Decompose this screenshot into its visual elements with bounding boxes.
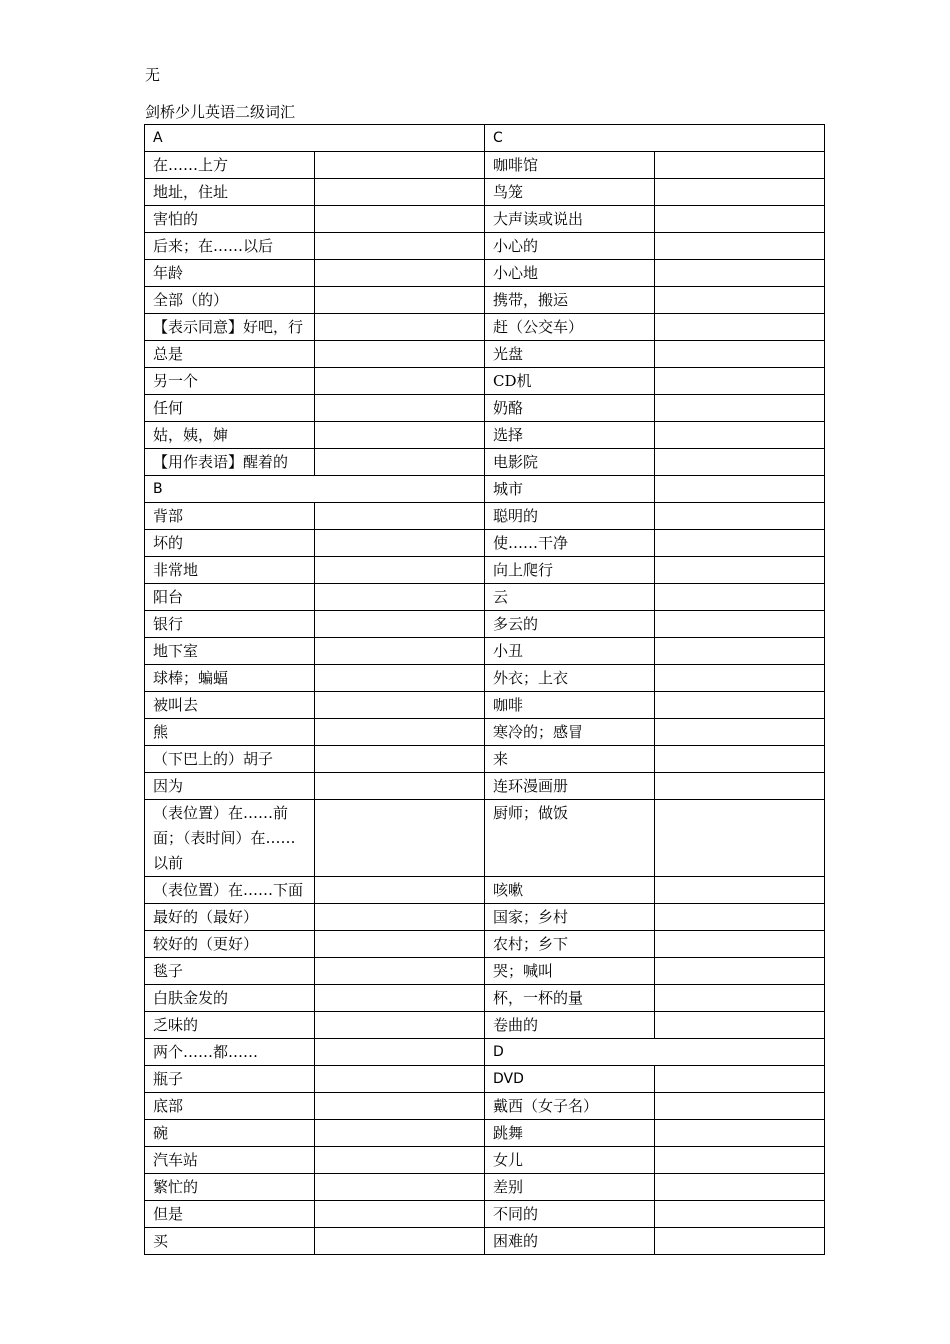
english-blank-right (655, 206, 825, 233)
english-blank-right (655, 1012, 825, 1039)
chinese-word-right: CD机 (485, 368, 655, 395)
chinese-word-right: 跳舞 (485, 1120, 655, 1147)
table-row (145, 746, 825, 773)
english-blank-right (655, 1066, 825, 1093)
chinese-word-right: 聪明的 (485, 503, 655, 530)
chinese-word-left: 乏味的 (145, 1012, 315, 1039)
english-blank-left (315, 773, 485, 800)
english-blank-left (315, 557, 485, 584)
english-blank-right (655, 503, 825, 530)
table-row (145, 1120, 825, 1147)
chinese-word-left: 两个……都…… (145, 1039, 315, 1066)
english-blank-left (315, 746, 485, 773)
chinese-word-right: 鸟笼 (485, 179, 655, 206)
chinese-word-left: （表位置）在……前面；（表时间）在……以前 (145, 800, 315, 877)
english-blank-left (315, 422, 485, 449)
chinese-word-right: 困难的 (485, 1228, 655, 1255)
english-blank-left (315, 985, 485, 1012)
chinese-word-left: 瓶子 (145, 1066, 315, 1093)
english-blank-right (655, 800, 825, 877)
chinese-word-left: 白肤金发的 (145, 985, 315, 1012)
chinese-word-right: 女儿 (485, 1147, 655, 1174)
english-blank-right (655, 557, 825, 584)
table-row (145, 152, 825, 179)
english-blank-right (655, 931, 825, 958)
english-blank-right (655, 877, 825, 904)
chinese-word-left: 害怕的 (145, 206, 315, 233)
english-blank-left (315, 665, 485, 692)
english-blank-right (655, 287, 825, 314)
english-blank-left (315, 1093, 485, 1120)
chinese-word-left: 阳台 (145, 584, 315, 611)
english-blank-right (655, 1147, 825, 1174)
chinese-word-right: 小丑 (485, 638, 655, 665)
english-blank-right (655, 904, 825, 931)
table-row (145, 665, 825, 692)
chinese-word-left: 地下室 (145, 638, 315, 665)
english-blank-right (655, 692, 825, 719)
english-blank-right (655, 1228, 825, 1255)
english-blank-right (655, 395, 825, 422)
english-blank-left (315, 341, 485, 368)
chinese-word-right: 选择 (485, 422, 655, 449)
chinese-word-left: （下巴上的）胡子 (145, 746, 315, 773)
chinese-word-left: 年龄 (145, 260, 315, 287)
table-row (145, 206, 825, 233)
english-blank-right (655, 314, 825, 341)
vocabulary-table-body (145, 125, 825, 1255)
chinese-word-left: 银行 (145, 611, 315, 638)
table-row (145, 1228, 825, 1255)
table-row (145, 314, 825, 341)
table-row (145, 1093, 825, 1120)
chinese-word-left: 买 (145, 1228, 315, 1255)
chinese-word-left: 地址，住址 (145, 179, 315, 206)
english-blank-left (315, 152, 485, 179)
table-row (145, 719, 825, 746)
english-blank-right (655, 584, 825, 611)
english-blank-right (655, 476, 825, 503)
chinese-word-right: 寒冷的；感冒 (485, 719, 655, 746)
english-blank-left (315, 233, 485, 260)
chinese-word-left: （表位置）在……下面 (145, 877, 315, 904)
english-blank-right (655, 985, 825, 1012)
chinese-word-left: 但是 (145, 1201, 315, 1228)
chinese-word-left: 繁忙的 (145, 1174, 315, 1201)
chinese-word-left: 坏的 (145, 530, 315, 557)
chinese-word-left: 总是 (145, 341, 315, 368)
table-row (145, 395, 825, 422)
table-row (145, 904, 825, 931)
english-blank-right (655, 260, 825, 287)
english-blank-left (315, 179, 485, 206)
english-blank-left (315, 1120, 485, 1147)
english-blank-left (315, 692, 485, 719)
chinese-word-left: 另一个 (145, 368, 315, 395)
chinese-word-left: 汽车站 (145, 1147, 315, 1174)
table-row (145, 985, 825, 1012)
chinese-word-right: 向上爬行 (485, 557, 655, 584)
chinese-word-right: 大声读或说出 (485, 206, 655, 233)
table-row (145, 1201, 825, 1228)
english-blank-left (315, 1039, 485, 1066)
table-row (145, 1039, 825, 1066)
vocabulary-table (144, 124, 825, 1255)
english-blank-left (315, 395, 485, 422)
english-blank-left (315, 1012, 485, 1039)
english-blank-right (655, 422, 825, 449)
chinese-word-left: 在……上方 (145, 152, 315, 179)
english-blank-right (655, 746, 825, 773)
english-blank-left (315, 611, 485, 638)
chinese-word-right: 云 (485, 584, 655, 611)
chinese-word-left: 较好的（更好） (145, 931, 315, 958)
table-row (145, 773, 825, 800)
chinese-word-right: 差别 (485, 1174, 655, 1201)
english-blank-left (315, 368, 485, 395)
english-blank-left (315, 904, 485, 931)
section-letter-right: C (485, 125, 825, 152)
english-blank-right (655, 179, 825, 206)
english-blank-left (315, 1066, 485, 1093)
english-blank-left (315, 638, 485, 665)
table-row (145, 1066, 825, 1093)
chinese-word-right: 咖啡馆 (485, 152, 655, 179)
chinese-word-right: 光盘 (485, 341, 655, 368)
chinese-word-right: 卷曲的 (485, 1012, 655, 1039)
chinese-word-right: 小心地 (485, 260, 655, 287)
chinese-word-right: 杯，一杯的量 (485, 985, 655, 1012)
chinese-word-right: DVD (485, 1066, 655, 1093)
chinese-word-right: 厨师；做饭 (485, 800, 655, 877)
english-blank-right (655, 773, 825, 800)
chinese-word-right: 不同的 (485, 1201, 655, 1228)
english-blank-left (315, 1147, 485, 1174)
chinese-word-right: 小心的 (485, 233, 655, 260)
chinese-word-right: 奶酪 (485, 395, 655, 422)
english-blank-right (655, 1093, 825, 1120)
table-row (145, 179, 825, 206)
table-row (145, 341, 825, 368)
table-row (145, 800, 825, 877)
chinese-word-right: 农村；乡下 (485, 931, 655, 958)
english-blank-left (315, 719, 485, 746)
table-row (145, 125, 825, 152)
chinese-word-right: 哭；喊叫 (485, 958, 655, 985)
chinese-word-left: 因为 (145, 773, 315, 800)
english-blank-left (315, 1228, 485, 1255)
english-blank-right (655, 1174, 825, 1201)
chinese-word-right: 来 (485, 746, 655, 773)
english-blank-left (315, 931, 485, 958)
table-row (145, 958, 825, 985)
document-title: 剑桥少儿英语二级词汇 (145, 103, 296, 121)
chinese-word-right: 咖啡 (485, 692, 655, 719)
section-letter-left: B (145, 476, 485, 503)
chinese-word-right: 咳嗽 (485, 877, 655, 904)
chinese-word-right: 城市 (485, 476, 655, 503)
english-blank-left (315, 800, 485, 877)
english-blank-right (655, 152, 825, 179)
english-blank-left (315, 206, 485, 233)
table-row (145, 1174, 825, 1201)
chinese-word-right: 使……干净 (485, 530, 655, 557)
chinese-word-left: 熊 (145, 719, 315, 746)
chinese-word-left: 【表示同意】好吧，行 (145, 314, 315, 341)
english-blank-right (655, 368, 825, 395)
english-blank-left (315, 287, 485, 314)
top-note: 无 (145, 66, 161, 84)
chinese-word-left: 被叫去 (145, 692, 315, 719)
chinese-word-right: 戴西（女子名） (485, 1093, 655, 1120)
english-blank-left (315, 1201, 485, 1228)
table-row (145, 368, 825, 395)
table-row (145, 260, 825, 287)
table-row (145, 530, 825, 557)
table-row (145, 1012, 825, 1039)
chinese-word-left: 最好的（最好） (145, 904, 315, 931)
table-row (145, 557, 825, 584)
english-blank-right (655, 665, 825, 692)
table-row (145, 1147, 825, 1174)
section-letter-right: D (485, 1039, 825, 1066)
chinese-word-left: 底部 (145, 1093, 315, 1120)
chinese-word-left: 毯子 (145, 958, 315, 985)
english-blank-left (315, 314, 485, 341)
english-blank-right (655, 449, 825, 476)
chinese-word-right: 国家；乡村 (485, 904, 655, 931)
table-row (145, 476, 825, 503)
english-blank-right (655, 530, 825, 557)
english-blank-left (315, 449, 485, 476)
english-blank-right (655, 719, 825, 746)
english-blank-left (315, 584, 485, 611)
english-blank-right (655, 638, 825, 665)
chinese-word-left: 背部 (145, 503, 315, 530)
english-blank-right (655, 233, 825, 260)
chinese-word-right: 多云的 (485, 611, 655, 638)
chinese-word-left: 任何 (145, 395, 315, 422)
chinese-word-right: 电影院 (485, 449, 655, 476)
english-blank-left (315, 503, 485, 530)
chinese-word-left: 姑，姨，婶 (145, 422, 315, 449)
chinese-word-left: 全部（的） (145, 287, 315, 314)
chinese-word-left: 非常地 (145, 557, 315, 584)
table-row (145, 233, 825, 260)
table-row (145, 692, 825, 719)
chinese-word-left: 球棒；蝙蝠 (145, 665, 315, 692)
table-row (145, 931, 825, 958)
english-blank-left (315, 530, 485, 557)
chinese-word-right: 赶（公交车） (485, 314, 655, 341)
table-row (145, 422, 825, 449)
table-row (145, 638, 825, 665)
english-blank-right (655, 1201, 825, 1228)
table-row (145, 287, 825, 314)
english-blank-right (655, 1120, 825, 1147)
english-blank-right (655, 611, 825, 638)
chinese-word-right: 携带，搬运 (485, 287, 655, 314)
chinese-word-left: 后来；在……以后 (145, 233, 315, 260)
section-letter-left: A (145, 125, 485, 152)
chinese-word-left: 【用作表语】醒着的 (145, 449, 315, 476)
english-blank-right (655, 958, 825, 985)
chinese-word-left: 碗 (145, 1120, 315, 1147)
table-row (145, 584, 825, 611)
table-row (145, 449, 825, 476)
english-blank-left (315, 877, 485, 904)
english-blank-right (655, 341, 825, 368)
table-row (145, 503, 825, 530)
table-row (145, 877, 825, 904)
chinese-word-right: 外衣；上衣 (485, 665, 655, 692)
english-blank-left (315, 958, 485, 985)
english-blank-left (315, 260, 485, 287)
chinese-word-right: 连环漫画册 (485, 773, 655, 800)
table-row (145, 611, 825, 638)
english-blank-left (315, 1174, 485, 1201)
